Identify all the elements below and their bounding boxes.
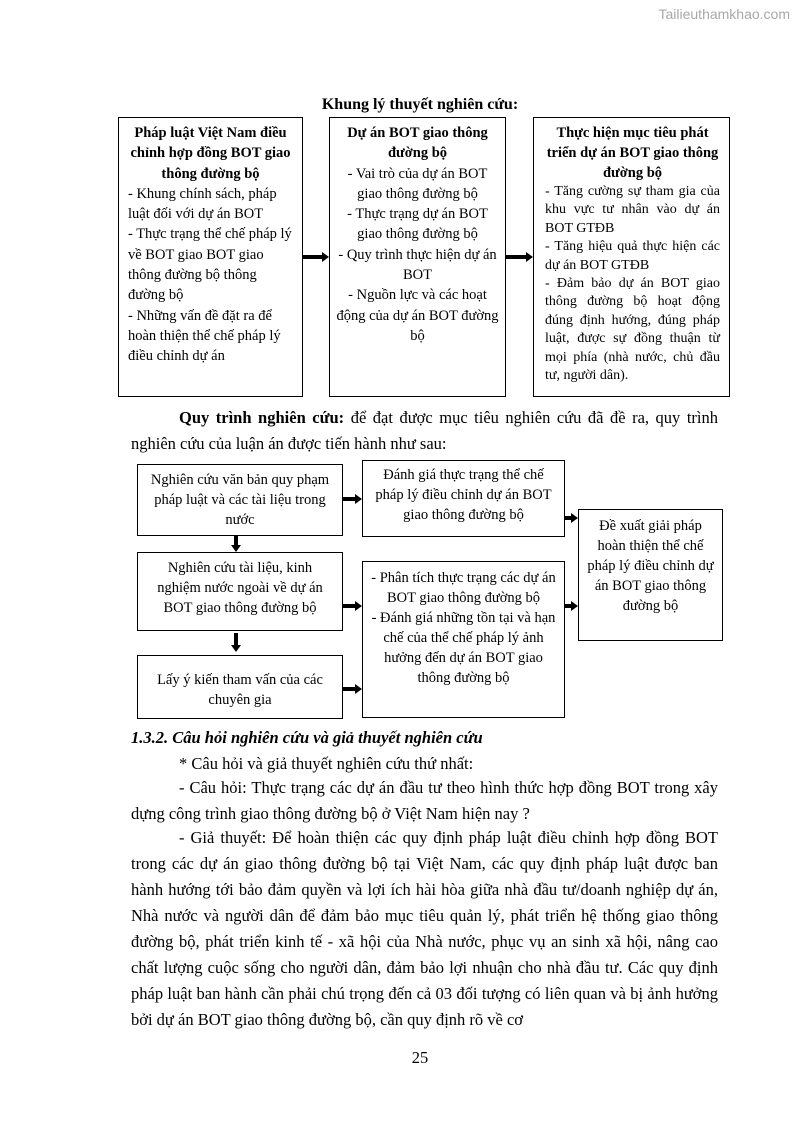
process-arrow-right-4 [565, 513, 578, 523]
framework-box-project-item: - Nguồn lực và các hoạt động của dự án BOT đường bộ [336, 287, 499, 344]
framework-box-legal-heading: Pháp luật Việt Nam điều chỉnh hợp đồng BOT giao thông đường bộ [130, 125, 291, 182]
framework-box-project-item: - Thực trạng dự án BOT giao thông đường bộ [347, 206, 488, 243]
process-box-foreign-text: Nghiên cứu tài liệu, kinh nghiệm nước ngoài về dự án BOT giao thông đường bộ [157, 560, 323, 616]
process-box-foreign [137, 552, 343, 631]
process-box-analysis [362, 561, 565, 718]
process-box-proposal [578, 509, 723, 641]
section-heading: 1.3.2. Câu hỏi nghiên cứu và giả thuyết nghiên cứu [131, 728, 483, 747]
process-intro-label: Quy trình nghiên cứu: [179, 408, 345, 427]
process-box-domestic [137, 464, 343, 536]
framework-box-goals-item: - Tăng hiệu quả thực hiện các dự án BOT GTĐB [545, 239, 720, 273]
section-paragraph-3: - Giả thuyết: Để hoàn thiện các quy định pháp luật điều chỉnh hợp đồng BOT trong các dự án giao thông đường bộ tại Việt Nam, các quy định pháp luật được ban hành hướng tới bảo đảm quyền và lợi ích hài hòa giữa nhà đầu tư/doanh nghiệp dự án, Nhà nước và người dân để đảm bảo mục tiêu quản lý, phát triển hệ thống giao thông đường bộ, phát triển kinh tế - xã hội của Nhà nước, phục vụ an sinh xã hội, nâng cao chất lượng cuộc sống cho người dân, đảm bảo lợi nhuận cho nhà đầu tư. Các quy định pháp luật ban hành cần phải chú trọng đến cả 03 đối tượng có liên quan và bị ảnh hưởng bởi dự án BOT giao thông đường bộ, cần quy định rõ về cơ [131, 828, 718, 1029]
process-arrow-right-1 [343, 494, 362, 504]
framework-arrow-2 [506, 252, 533, 262]
process-arrow-right-2 [343, 601, 362, 611]
process-arrow-right-5 [565, 601, 578, 611]
process-arrow-down-2 [231, 633, 241, 652]
process-box-assessment-text: Đánh giá thực trạng thể chế pháp lý điều chỉnh dự án BOT giao thông đường bộ [375, 467, 552, 523]
framework-box-project-item: - Quy trình thực hiện dự án BOT [338, 246, 497, 284]
framework-box-goals-item: - Tăng cường sự tham gia của khu vực tư nhân vào dự án BOT GTĐB [545, 184, 720, 236]
framework-box-legal [118, 117, 303, 397]
process-intro-text: để đạt được mục tiêu nghiên cứu đã đề ra, quy trình nghiên cứu của luận án được tiến hành như sau: [131, 408, 718, 453]
framework-box-goals-item: - Đảm bảo dự án BOT giao thông đường bộ hoạt động đúng định hướng, đúng pháp luật, được sự đồng thuận từ mọi phía (nhà nước, chủ đầu tư, người dân). [545, 276, 720, 384]
process-arrow-right-3 [343, 684, 362, 694]
framework-box-legal-item: - Những vấn đề đặt ra để hoàn thiện thể chế pháp lý điều chỉnh dự án [128, 307, 281, 365]
framework-box-legal-item: - Khung chính sách, pháp luật đối với dự án BOT [128, 185, 277, 223]
framework-arrow-1 [303, 252, 329, 262]
section-paragraph-1: * Câu hỏi và giả thuyết nghiên cứu thứ nhất: [179, 754, 474, 773]
process-arrow-down-1 [231, 536, 241, 552]
process-box-analysis-text-1: - Phân tích thực trạng các dự án BOT giao thông đường bộ [371, 570, 556, 606]
framework-box-legal-item: - Thực trạng thể chế pháp lý về BOT giao BOT giao thông đường bộ thông đường bộ [128, 226, 292, 304]
process-box-assessment [362, 460, 565, 537]
framework-box-project-heading: Dự án BOT giao thông đường bộ [347, 125, 488, 162]
page-number: 25 [411, 1048, 429, 1067]
process-intro [131, 405, 718, 457]
framework-box-project [329, 117, 506, 397]
framework-title: Khung lý thuyết nghiên cứu: [321, 96, 519, 113]
framework-box-goals-heading: Thực hiện mục tiêu phát triển dự án BOT giao thông đường bộ [546, 125, 719, 181]
framework-box-goals [533, 117, 730, 397]
process-box-analysis-text-2: - Đánh giá những tồn tại và hạn chế của thể chế pháp lý ảnh hưởng đến dự án BOT giao thông đường bộ [371, 610, 556, 686]
section-paragraph-2: - Câu hỏi: Thực trạng các dự án đầu tư theo hình thức hợp đồng BOT trong xây dựng công trình giao thông đường bộ ở Việt Nam hiện nay ? [131, 778, 718, 823]
watermark: Tailieuthamkhao.com [658, 6, 790, 22]
framework-box-project-item: - Vai trò của dự án BOT giao thông đường bộ [347, 165, 488, 202]
process-box-domestic-text: Nghiên cứu văn bản quy phạm pháp luật và các tài liệu trong nước [150, 472, 330, 528]
process-box-experts-text: Lấy ý kiến tham vấn của các chuyên gia [157, 672, 323, 708]
process-box-experts [137, 655, 343, 719]
process-box-proposal-text: Đề xuất giải pháp hoàn thiện thể chế pháp lý điều chỉnh dự án BOT giao thông đường bộ [587, 518, 714, 614]
